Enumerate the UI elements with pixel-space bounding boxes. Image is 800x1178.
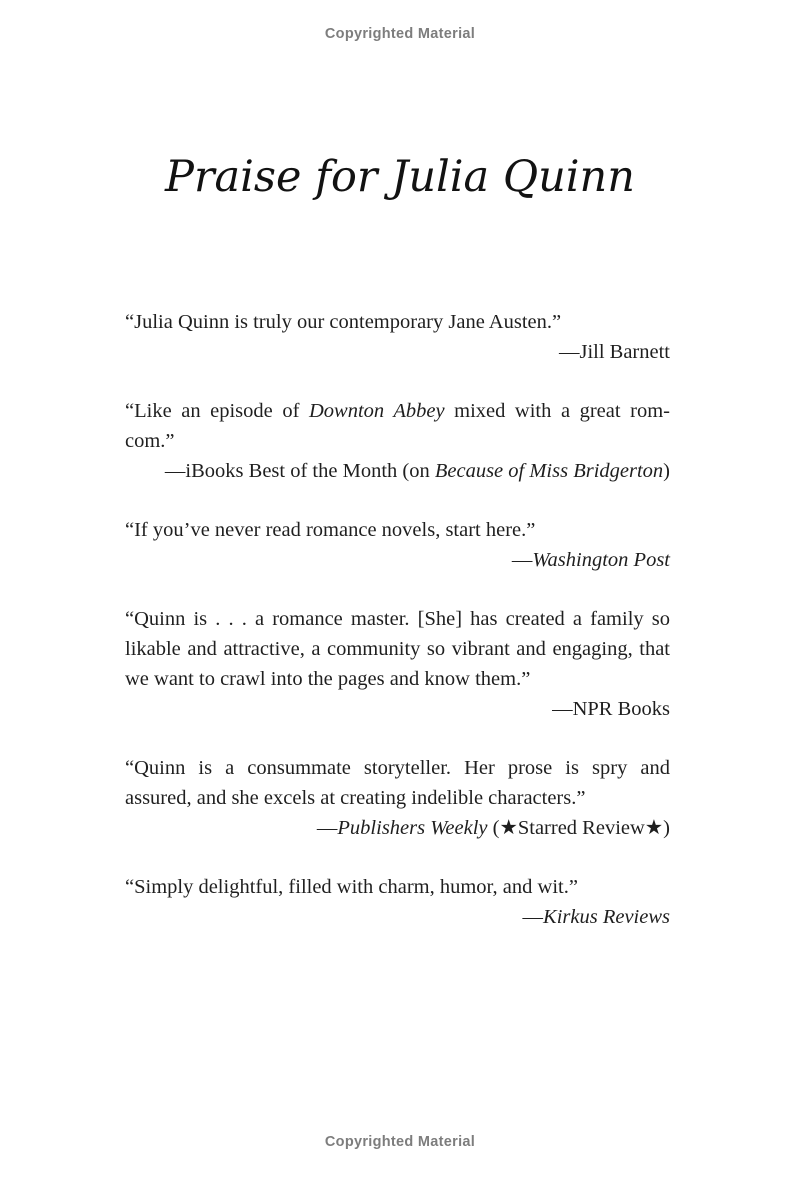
quote-attribution (125, 694, 670, 724)
attribution-segment: —NPR Books (552, 698, 670, 720)
quote-attribution (125, 337, 670, 367)
attribution-segment-italic: Because of Miss Bridgerton (434, 460, 664, 482)
attribution-segment: — (316, 817, 338, 839)
quote-text (125, 753, 670, 813)
quote-block (125, 515, 670, 575)
quote-text (125, 872, 670, 902)
praise-quote-list (125, 307, 670, 961)
copyright-notice-top: Copyrighted Material (324, 26, 476, 42)
quote-text-segment: “Like an episode of (125, 400, 309, 422)
quote-text (125, 307, 670, 337)
quote-block (125, 872, 670, 932)
quote-text-segment: “Quinn is a consummate storyteller. Her prose is spry and assured, and she excels at creating indelible characters.” (125, 757, 670, 809)
quote-text-segment: “Simply delightful, filled with charm, humor, and wit.” (125, 876, 578, 898)
attribution-segment-italic: Publishers Weekly (337, 817, 488, 839)
quote-block (125, 396, 670, 486)
quote-attribution (125, 813, 670, 843)
attribution-segment: — (511, 549, 533, 571)
quote-block (125, 307, 670, 367)
attribution-segment: ) (663, 460, 670, 482)
quote-attribution (125, 456, 670, 486)
attribution-segment: —Jill Barnett (558, 341, 670, 363)
quote-text (125, 396, 670, 456)
quote-text-segment-italic: Downton Abbey (308, 400, 445, 422)
quote-text (125, 515, 670, 545)
page-title: Praise for Julia Quinn (165, 152, 635, 202)
copyright-notice-bottom: Copyrighted Material (324, 1134, 476, 1150)
quote-text-segment: “If you’ve never read romance novels, start here.” (125, 519, 536, 541)
quote-block (125, 753, 670, 843)
quote-text-segment: mixed with a great rom-com.” (125, 400, 670, 452)
attribution-segment-italic: Washington Post (532, 549, 670, 571)
attribution-segment-italic: Kirkus Reviews (543, 906, 670, 928)
attribution-segment: — (522, 906, 544, 928)
quote-text-segment: “Julia Quinn is truly our contemporary Jane Austen.” (125, 311, 562, 333)
quote-text (125, 604, 670, 694)
quote-block (125, 604, 670, 724)
quote-attribution (125, 545, 670, 575)
quote-text-segment: “Quinn is . . . a romance master. [She] has created a family so likable and attractive, a community so vibrant and engaging, that we want to crawl into the pages and know them.” (125, 608, 670, 690)
quote-attribution (125, 902, 670, 932)
attribution-segment starred-review-label: (★Starred Review★) (487, 817, 670, 839)
attribution-segment: —iBooks Best of the Month (on (164, 460, 435, 482)
